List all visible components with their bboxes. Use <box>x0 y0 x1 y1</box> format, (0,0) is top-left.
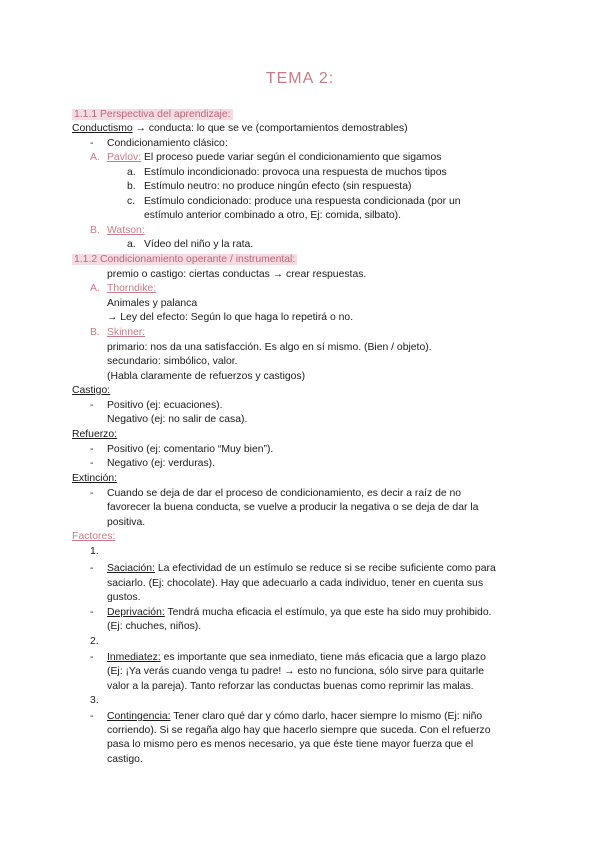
bullet-dash: - <box>90 488 94 499</box>
deprivacion-line: Deprivación: Tendrá mucha eficacia el estímulo, ya que este ha sido muy prohibido. <box>107 607 492 618</box>
watson-item-a: Vídeo del niño y la rata. <box>144 239 254 250</box>
list-marker-b: B. <box>90 225 100 236</box>
watson-line: Watson: <box>107 225 145 236</box>
extincion-text: favorecer la buena conducta, se vuelve a producir la negativa o se deja de dar la <box>107 502 479 513</box>
clasico-line: Condicionamiento clásico: <box>107 138 228 149</box>
factores-label: Factores: <box>72 531 116 542</box>
thorndike-text-1: Animales y palanca <box>107 298 198 309</box>
factor-number: 1. <box>90 546 99 557</box>
bullet-dash: - <box>90 444 94 455</box>
contingencia-text: corriendo). Si se regaña algo hay que hacerlo siempre que suceda. Con el refuerzo <box>107 725 491 736</box>
list-marker-a: A. <box>90 152 100 163</box>
pavlov-item-c: Estímulo condicionado: produce una respuesta condicionada (por un <box>144 196 461 207</box>
list-marker: c. <box>127 196 136 207</box>
list-marker-a: A. <box>90 283 100 294</box>
pavlov-item-b: Estímulo neutro: no produce ningún efecto (sin respuesta) <box>144 181 412 192</box>
extincion-label: Extinción: <box>72 473 118 484</box>
extincion-text: Cuando se deja de dar el proceso de condicionamiento, es decir a raíz de no <box>107 488 462 499</box>
section-heading-1-1-2: 1.1.2 Condicionamiento operante / instrumental: <box>74 254 296 265</box>
contingencia-text: castigo. <box>107 754 143 765</box>
skinner-text-3: (Habla claramente de refuerzos y castigos) <box>107 371 306 382</box>
inmediatez-line: Inmediatez: es importante que sea inmediato, tiene más eficacia que a largo plazo <box>107 652 486 663</box>
contingencia-text: pasa lo mismo pero es menos necesario, ya que éste tiene mayor fuerza que el <box>107 739 474 750</box>
factor-number: 3. <box>90 695 99 706</box>
list-marker: a. <box>127 239 136 250</box>
list-marker-b: B. <box>90 327 100 338</box>
skinner-line: Skinner: <box>107 327 146 338</box>
pavlov-item-c-cont: estímulo anterior combinado a otro, Ej: comida, silbato). <box>144 210 402 221</box>
bullet-dash: - <box>90 400 94 411</box>
bullet-dash: - <box>90 652 94 663</box>
skinner-text-1: primario: nos da una satisfacción. Es algo en sí mismo. (Bien / objeto). <box>107 342 432 353</box>
thorndike-line: Thorndike: <box>107 283 157 294</box>
saciacion-text: gustos. <box>107 592 141 603</box>
list-marker: a. <box>127 167 136 178</box>
refuerzo-label: Refuerzo: <box>72 429 118 440</box>
inmediatez-text: (Ej: ¡Ya verás cuando venga tu padre! → esto no funciona, sólo sirve para quitarle <box>107 666 484 677</box>
deprivacion-text: (Ej: chuches, niños). <box>107 621 202 632</box>
saciacion-text: saciarlo. (Ej: chocolate). Hay que adecuarlo a cada individuo, tener en cuenta sus <box>107 578 484 589</box>
conductismo-line: Conductismo → conducta: lo que se ve (comportamientos demostrables) <box>72 123 408 134</box>
thorndike-text-2: → Ley del efecto: Según lo que haga lo repetirá o no. <box>107 312 354 323</box>
page-title: TEMA 2: <box>265 70 335 87</box>
skinner-text-2: secundario: simbólico, valor. <box>107 356 238 367</box>
operante-intro: premio o castigo: ciertas conductas → crear respuestas. <box>107 269 367 280</box>
castigo-item: Negativo (ej: no salir de casa). <box>107 414 248 425</box>
inmediatez-text: valor a la pareja). Tanto reforzar las conductas buenas como reprimir las malas. <box>107 681 474 692</box>
refuerzo-item: Negativo (ej: verduras). <box>107 458 215 469</box>
list-marker: b. <box>127 181 136 192</box>
bullet-dash: - <box>90 563 94 574</box>
castigo-label: Castigo: <box>72 385 111 396</box>
saciacion-line: Saciación: La efectividad de un estímulo se reduce si se recibe suficiente como para <box>107 563 496 574</box>
pavlov-item-a: Estímulo incondicionado: provoca una respuesta de muchos tipos <box>144 167 447 178</box>
bullet-dash: - <box>90 458 94 469</box>
contingencia-line: Contingencia: Tener claro qué dar y cómo darlo, hacer siempre lo mismo (Ej: niño <box>107 711 483 722</box>
castigo-item: Positivo (ej: ecuaciones). <box>107 400 223 411</box>
bullet-dash: - <box>90 607 94 618</box>
pavlov-line: Pavlov: El proceso puede variar según el condicionamiento que sigamos <box>107 152 442 163</box>
section-heading-1-1-1: 1.1.1 Perspectiva del aprendizaje: <box>74 109 231 120</box>
extincion-text: positiva. <box>107 517 146 528</box>
bullet-dash: - <box>90 711 94 722</box>
bullet-dash: - <box>90 138 94 149</box>
factor-number: 2. <box>90 636 99 647</box>
refuerzo-item: Positivo (ej: comentario “Muy bien”). <box>107 444 274 455</box>
